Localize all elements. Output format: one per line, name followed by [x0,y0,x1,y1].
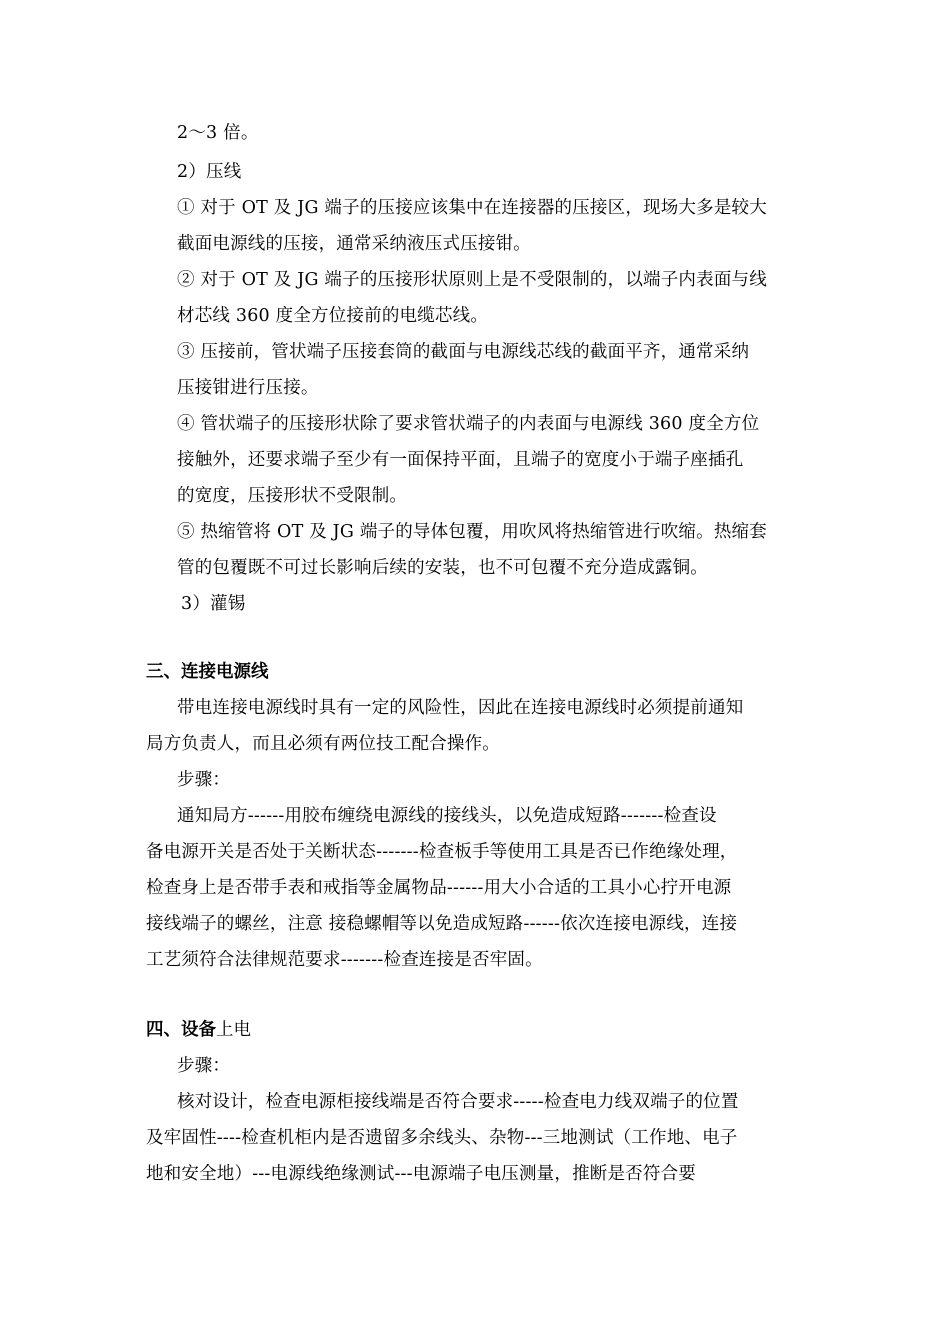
section3-steps-line-1: 通知局方------用胶布缠绕电源线的接线头，以免造成短路-------检查设 [177,806,717,826]
item-2-line-1: ② 对于 OT 及 JG 端子的压接形状原则上是不受限制的，以端子内表面与线 [177,270,767,290]
subsection-title-crimping: 2）压线 [177,162,242,182]
subsection-title-tinning: 3）灌锡 [181,594,246,614]
section3-steps-label: 步骤： [177,770,231,790]
item-3-line-1: ③ 压接前，管状端子压接套筒的截面与电源线芯线的截面平齐，通常采纳 [177,342,750,362]
section4-steps-line-2: 及牢固性----检查机柜内是否遗留多余线头、杂物---三地测试（工作地、电子 [146,1128,738,1148]
section4-steps-label: 步骤： [177,1056,231,1076]
section-heading-power-on-bold: 四、设备 [146,1020,216,1040]
section4-steps-line-3: 地和安全地）---电源线绝缘测试---电源端子电压测量，推断是否符合要 [146,1164,696,1184]
item-1-line-1: ① 对于 OT 及 JG 端子的压接应该集中在连接器的压接区，现场大多是较大 [177,198,767,218]
section3-steps-line-3: 检查身上是否带手表和戒指等金属物品------用大小合适的工具小心拧开电源 [146,878,732,898]
item-4-line-2: 接触外，还要求端子至少有一面保持平面，且端子的宽度小于端子座插孔 [177,450,744,470]
item-1-line-2: 截面电源线的压接，通常采纳液压式压接钳。 [177,234,531,254]
item-4-line-1: ④ 管状端子的压接形状除了要求管状端子的内表面与电源线 360 度全方位 [177,414,760,434]
section-heading-connect-power: 三、连接电源线 [146,662,269,682]
item-4-line-3: 的宽度，压接形状不受限制。 [177,486,408,506]
section3-para-line-2: 局方负责人，而且必须有两位技工配合操作。 [146,734,500,754]
section3-steps-line-2: 备电源开关是否处于关断状态-------检查板手等使用工具是否已作绝缘处理， [146,842,738,862]
section3-steps-line-5: 工艺须符合法律规范要求-------检查连接是否牢固。 [146,950,543,970]
item-3-line-2: 压接钳进行压接。 [177,378,319,398]
section3-steps-line-4: 接线端子的螺丝，注意 接稳螺帽等以免造成短路------依次连接电源线，连接 [146,914,738,934]
section-heading-power-on [146,1018,251,1042]
ratio-line: 2～3 倍。 [177,123,259,143]
item-5-line-2: 管的包覆既不可过长影响后续的安装，也不可包覆不充分造成露铜。 [177,558,708,578]
item-5-line-1: ⑤ 热缩管将 OT 及 JG 端子的导体包覆，用吹风将热缩管进行吹缩。热缩套 [177,522,767,542]
section4-steps-line-1: 核对设计，检查电源柜接线端是否符合要求-----检查电力线双端子的位置 [177,1092,739,1112]
section-heading-power-on-light: 上电 [216,1020,251,1040]
section3-para-line-1: 带电连接电源线时具有一定的风险性，因此在连接电源线时必须提前通知 [177,698,744,718]
item-2-line-2: 材芯线 360 度全方位接前的电缆芯线。 [177,306,489,326]
